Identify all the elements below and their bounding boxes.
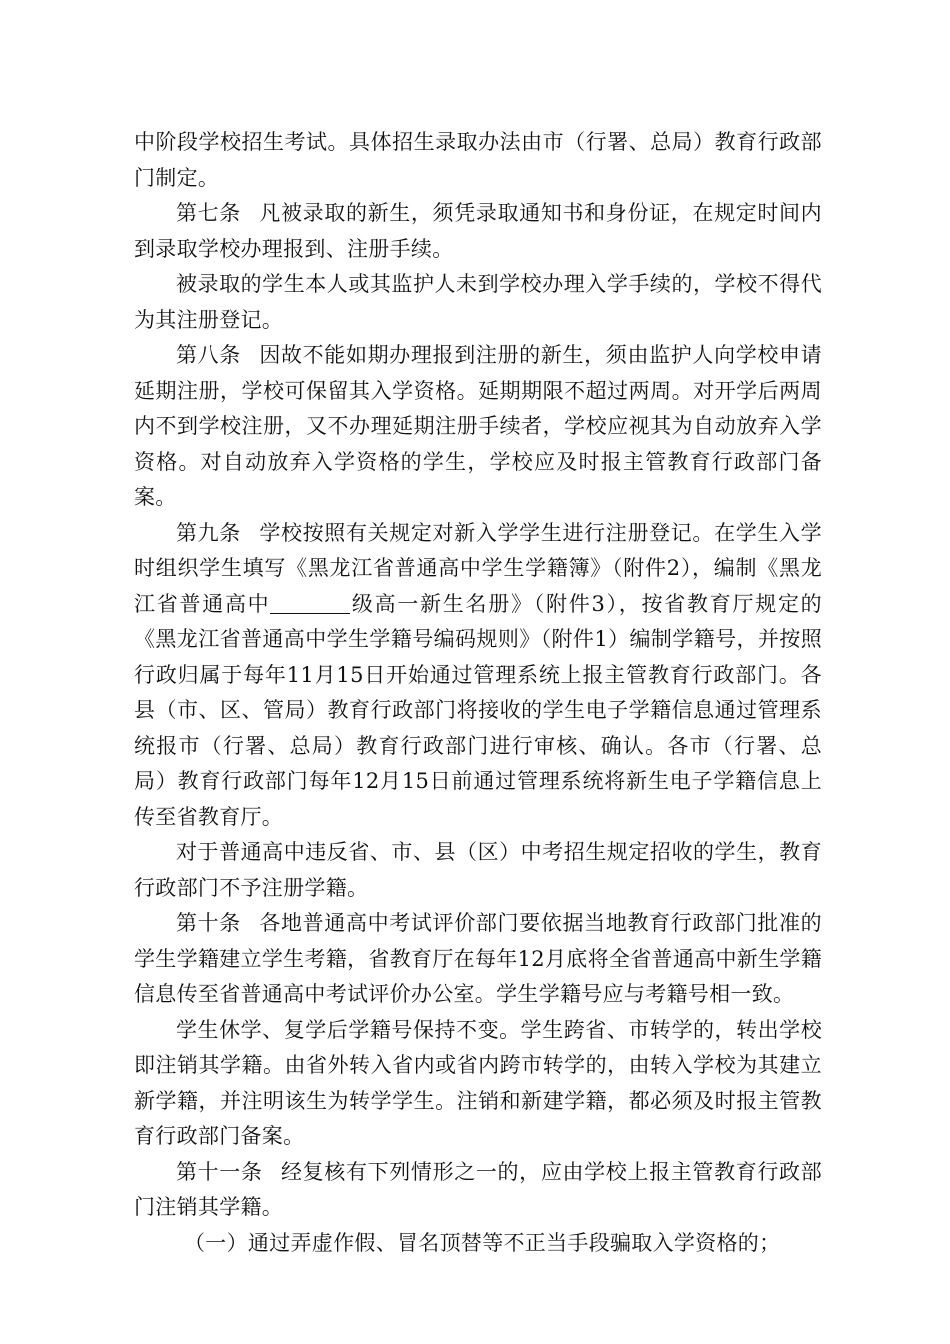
article-7-text: 凡被录取的新生，须凭录取通知书和身份证，在规定时间内到录取学校办理报到、注册手续。 (134, 201, 822, 261)
grade-year-blank (270, 592, 350, 614)
article-9 (134, 516, 822, 836)
article-7-paragraph-2: 被录取的学生本人或其监护人未到学校办理入学手续的，学校不得代为其注册登记。 (134, 272, 822, 332)
article-7-heading: 第七条 (176, 201, 241, 225)
article-10-text: 各地普通高中考试评价部门要依据当地教育行政部门批准的学生学籍建立学生考籍，省教育厅在每年12月底将全省普通高中新生学籍信息传至省普通高中考试评价办公室。学生学籍号应与考籍号相一致。 (134, 911, 822, 1006)
paragraph-continuation: 中阶段学校招生考试。具体招生录取办法由市（行署、总局）教育行政部门制定。 (134, 130, 822, 190)
article-9-heading: 第九条 (176, 520, 241, 545)
article-11-text: 经复核有下列情形之一的，应由学校上报主管教育行政部门注销其学籍。 (134, 1159, 822, 1219)
article-10-heading: 第十条 (176, 911, 241, 935)
article-10 (134, 906, 822, 1013)
article-9-text-b: 级高一新生名册》（附件3），按省教育厅规定的《黑龙江省普通高中学生学籍号编码规则》（附件1）编制学籍号，并按照行政归属于每年11月15日开始通过管理系统上报主管教育行政部门。各县（市、区、管局）教育行政部门将接收的学生电子学籍信息通过管理系统报市（行署、总局）教育行政部门进行审核、确认。各市（行署、总局）教育行政部门每年12月15日前通过管理系统将新生电子学籍信息上传至省教育厅。 (134, 591, 822, 829)
article-9-paragraph-2: 对于普通高中违反省、市、县（区）中考招生规定招收的学生，教育行政部门不予注册学籍。 (134, 840, 822, 900)
article-8-text: 因故不能如期办理报到注册的新生，须由监护人向学校申请延期注册，学校可保留其入学资格。延期期限不超过两周。对开学后两周内不到学校注册，又不办理延期注册手续者，学校应视其为自动放弃入学资格。对自动放弃入学资格的学生，学校应及时报主管教育行政部门备案。 (134, 343, 822, 509)
article-8-heading: 第八条 (176, 343, 241, 367)
article-11 (134, 1155, 822, 1226)
article-8 (134, 338, 822, 516)
article-11-item-1: （一）通过弄虚作假、冒名顶替等不正当手段骗取入学资格的； (184, 1230, 781, 1255)
document-page (134, 125, 822, 1261)
article-10-paragraph-2: 学生休学、复学后学籍号保持不变。学生跨省、市转学的，转出学校即注销其学籍。由省外转入省内或省内跨市转学的，由转入学校为其建立新学籍，并注明该生为转学学生。注销和新建学籍，都必须及时报主管教育行政部门备案。 (134, 1017, 822, 1148)
article-11-heading: 第十一条 (176, 1159, 263, 1184)
article-9-text-a: 学校按照有关规定对新入学学生进行注册登记。在学生入学时组织学生填写《黑龙江省普通高中学生学籍簿》（附件2），编制《黑龙江省普通高中 (134, 520, 822, 616)
article-7 (134, 196, 822, 267)
